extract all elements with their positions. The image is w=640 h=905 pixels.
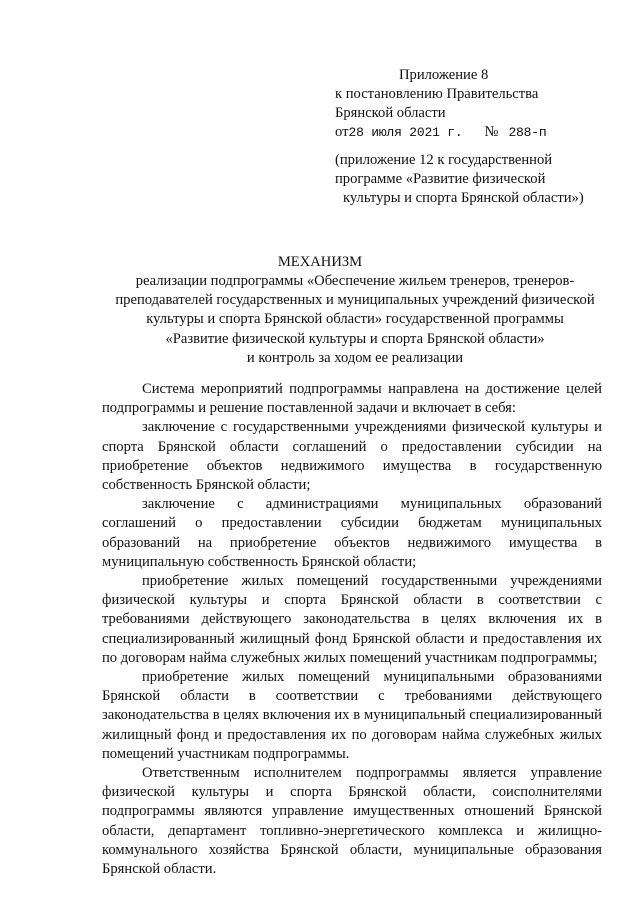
appendix-note [335,151,635,208]
body-paragraph: Система мероприятий подпрограммы направлена на достижение целей подпрограммы и решение поставленной задачи и включает в себя: [102,381,602,417]
document-title: МЕХАНИЗМ [277,254,363,270]
appendix-number: Приложение 8 [399,67,489,83]
body-paragraph: заключение с администрациями муниципальных образований соглашений о предоставлении субсидии бюджетам муниципальных образований на приобретение объектов недвижимого имущества в муниципальную собственность Брянской области; [102,496,602,570]
approval-header [335,66,635,142]
resolution-date: 28 июля 2021 г. [348,125,463,140]
appendix-note-line: (приложение 12 к государственной [335,152,553,168]
subtitle-line: культуры и спорта Брянской области» государственной программы [146,311,564,328]
subtitle-line: преподавателей государственных и муниципальных учреждений физической [115,292,595,309]
appendix-note-line: культуры и спорта Брянской области») [343,190,584,206]
body-paragraph: приобретение жилых помещений государственными учреждениями физической культуры и спорта Брянской области в соответствии с требованиями действующего законодательства в целях включения их в специализированный жилищный фонд Брянской области и предоставления их по договорам найма служебных жилых помещений участникам подпрограммы; [102,573,602,666]
appendix-note-line: программе «Развитие физической [335,171,546,187]
date-number-line [335,123,635,142]
region-name: Брянской области [335,105,446,121]
resolution-reference: к постановлению Правительства [335,86,539,102]
number-sign: № [484,124,499,140]
subtitle-line: «Развитие физической культуры и спорта Брянской области» [165,330,545,347]
document-body [102,380,602,879]
body-paragraph: приобретение жилых помещений муниципальными образованиями Брянской области в соответствии с требованиями действующего законодательства в целях включения их в муниципальный специализированный жилищный фонд и предоставления их по договорам найма служебных жилых помещений участникам подпрограммы. [102,669,602,762]
body-paragraph: заключение с государственными учреждениями физической культуры и спорта Брянской области соглашений о предоставлении субсидии на приобретение объектов недвижимого имущества в государственную собственность Брянской области; [102,419,602,494]
subtitle-line: реализации подпрограммы «Обеспечение жильем тренеров, тренеров- [135,273,575,289]
resolution-number: 288-п [508,125,547,140]
body-paragraph: Ответственным исполнителем подпрограммы является управление физической культуры и спорта Брянской области, соисполнителями подпрограммы являются управление имущественных отношений Брянской области, департамент топливно-энергетического комплекса и жилищно-коммунального хозяйства Брянской области, муниципальные образования Брянской области. [102,765,602,878]
document-subtitle [95,272,615,368]
date-prefix: от [335,124,349,140]
subtitle-line: и контроль за ходом ее реализации [246,349,464,366]
